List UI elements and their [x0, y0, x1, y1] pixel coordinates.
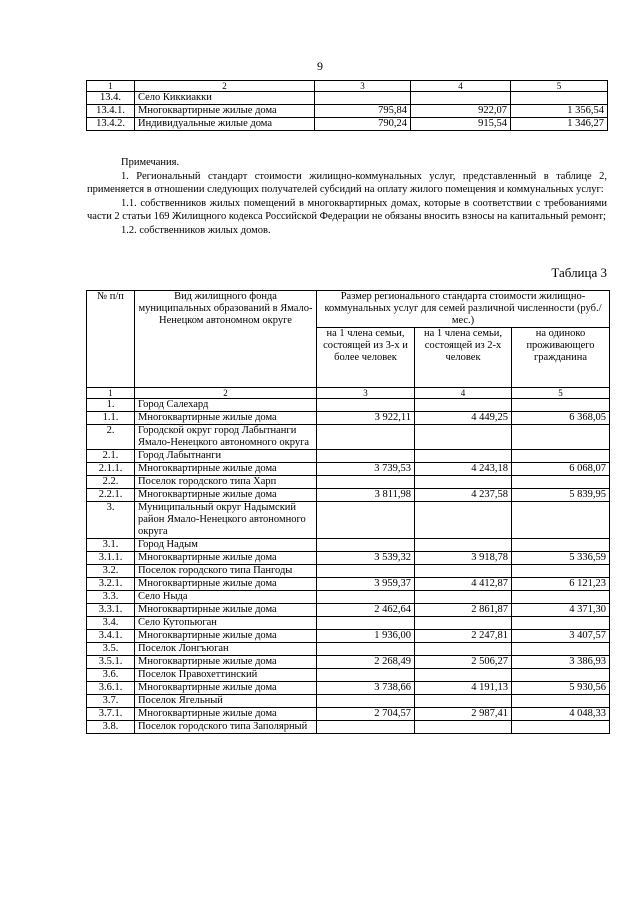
cell-col-2: Поселок Правохеттинский: [135, 669, 317, 682]
cell-col-3: 790,24: [315, 118, 411, 131]
cell-col-1: 3.4.: [87, 617, 135, 630]
cell-col-5: [512, 721, 610, 734]
cell-col-2: 2: [135, 388, 317, 399]
cell-col-2: Многоквартирные жилые дома: [135, 412, 317, 425]
table-row: [87, 502, 610, 539]
cell-col-1: 2.: [87, 425, 135, 450]
page-number: 9: [317, 59, 323, 73]
cell-col-1: 3.1.1.: [87, 552, 135, 565]
table-row: [87, 656, 610, 669]
cell-col-3: 3 811,98: [317, 489, 415, 502]
table-row: [87, 552, 610, 565]
notes: [87, 156, 607, 237]
cell-col-1: 2.2.: [87, 476, 135, 489]
table-row: [87, 425, 610, 450]
cell-col-3: 2 704,57: [317, 708, 415, 721]
cell-col-1: 3.6.: [87, 669, 135, 682]
cell-col-5: 3 386,93: [512, 656, 610, 669]
cell-col-4: 4 243,18: [415, 463, 512, 476]
header-number: № п/п: [87, 291, 135, 388]
table-row: [87, 399, 610, 412]
header-housing-type: Вид жилищного фонда муниципальных образований в Ямало-Ненецком автономном округе: [135, 291, 317, 388]
cell-col-1: 1.1.: [87, 412, 135, 425]
cell-col-1: 3.2.: [87, 565, 135, 578]
table-row: [87, 682, 610, 695]
cell-col-5: [512, 425, 610, 450]
cell-col-1: 1: [87, 81, 135, 92]
cell-col-3: 3 959,37: [317, 578, 415, 591]
cell-col-3: [315, 92, 411, 105]
cell-col-4: 4: [411, 81, 511, 92]
table-row: [87, 604, 610, 617]
table-row: [87, 578, 610, 591]
cell-col-1: 3.1.: [87, 539, 135, 552]
cell-col-4: [415, 450, 512, 463]
cell-col-1: 1.: [87, 399, 135, 412]
cell-col-2: Многоквартирные жилые дома: [135, 463, 317, 476]
cell-col-1: 2.1.: [87, 450, 135, 463]
cell-col-5: [512, 450, 610, 463]
cell-col-5: [512, 399, 610, 412]
cell-col-3: [317, 565, 415, 578]
cell-col-4: 3 918,78: [415, 552, 512, 565]
cell-col-3: [317, 617, 415, 630]
table-row: [87, 565, 610, 578]
cell-col-1: 3.2.1.: [87, 578, 135, 591]
cell-col-5: 6 068,07: [512, 463, 610, 476]
cell-col-5: 5 839,95: [512, 489, 610, 502]
cell-col-5: 4 371,30: [512, 604, 610, 617]
cell-col-2: 2: [135, 81, 315, 92]
cell-col-2: Муниципальный округ Надымский район Ямало-Ненецкого автономного округа: [135, 502, 317, 539]
cell-col-2: Многоквартирные жилые дома: [135, 578, 317, 591]
cell-col-2: Город Лабытнанги: [135, 450, 317, 463]
cell-col-4: 4: [415, 388, 512, 399]
cell-col-2: Многоквартирные жилые дома: [135, 656, 317, 669]
column-number-row: [87, 81, 608, 92]
cell-col-5: [512, 617, 610, 630]
cell-col-4: [415, 643, 512, 656]
cell-col-3: 3 922,11: [317, 412, 415, 425]
cell-col-3: [317, 476, 415, 489]
cell-col-1: 13.4.: [87, 92, 135, 105]
cell-col-4: 4 191,13: [415, 682, 512, 695]
cell-col-4: 922,07: [411, 105, 511, 118]
notes-title: Примечания.: [121, 157, 180, 168]
cell-col-5: 5 930,56: [512, 682, 610, 695]
note-1: 1. Региональный стандарт стоимости жилищно-коммунальных услуг, представленный в таблице 2, применяется в отношении следующих получателей субсидий на оплату жилого помещения и коммунальных услуг:: [87, 170, 607, 195]
cell-col-5: 5: [512, 388, 610, 399]
table-row: [87, 539, 610, 552]
cell-col-2: Город Салехард: [135, 399, 317, 412]
header-col-5: на одиноко проживающего гражданина: [512, 328, 610, 388]
cell-col-3: 3: [317, 388, 415, 399]
cell-col-4: 4 237,58: [415, 489, 512, 502]
cell-col-3: [317, 399, 415, 412]
header-col-4: на 1 члена семьи, состоящей из 2-х человек: [415, 328, 512, 388]
table-row: [87, 476, 610, 489]
cell-col-1: 3.8.: [87, 721, 135, 734]
header-standard-size: Размер регионального стандарта стоимости жилищно-коммунальных услуг для семей различной численности (руб./мес.): [317, 291, 610, 328]
cell-col-2: Городской округ город Лабытнанги Ямало-Ненецкого автономного округа: [135, 425, 317, 450]
cell-col-2: Многоквартирные жилые дома: [135, 489, 317, 502]
cell-col-1: 13.4.2.: [87, 118, 135, 131]
cell-col-2: Многоквартирные жилые дома: [135, 552, 317, 565]
cell-col-2: Многоквартирные жилые дома: [135, 604, 317, 617]
cell-col-4: 2 247,81: [415, 630, 512, 643]
cell-col-4: [415, 591, 512, 604]
cell-col-2: Многоквартирные жилые дома: [135, 708, 317, 721]
cell-col-4: [411, 92, 511, 105]
cell-col-1: 13.4.1.: [87, 105, 135, 118]
cell-col-3: 2 462,64: [317, 604, 415, 617]
cell-col-2: Город Надым: [135, 539, 317, 552]
table-row: [87, 450, 610, 463]
table-row: [87, 463, 610, 476]
table-row: [87, 643, 610, 656]
table-row: [87, 489, 610, 502]
cell-col-1: 3.3.1.: [87, 604, 135, 617]
cell-col-4: 2 987,41: [415, 708, 512, 721]
cell-col-3: 795,84: [315, 105, 411, 118]
cell-col-3: [317, 643, 415, 656]
cell-col-4: 2 506,27: [415, 656, 512, 669]
cell-col-3: 2 268,49: [317, 656, 415, 669]
cell-col-4: [415, 721, 512, 734]
cell-col-1: 3.: [87, 502, 135, 539]
table-row: [87, 412, 610, 425]
header-col-3: на 1 члена семьи, состоящей из 3-х и более человек: [317, 328, 415, 388]
table-row: [87, 617, 610, 630]
cell-col-3: 3: [315, 81, 411, 92]
cell-col-5: 5 336,59: [512, 552, 610, 565]
table-row: [87, 105, 608, 118]
cell-col-3: [317, 721, 415, 734]
cell-col-4: 915,54: [411, 118, 511, 131]
cell-col-2: Поселок городского типа Пангоды: [135, 565, 317, 578]
cell-col-2: Село Киккиакки: [135, 92, 315, 105]
cell-col-4: 2 861,87: [415, 604, 512, 617]
cell-col-3: 3 739,53: [317, 463, 415, 476]
cell-col-1: 1: [87, 388, 135, 399]
note-1-2: 1.2. собственников жилых домов.: [121, 224, 271, 236]
cell-col-5: 5: [511, 81, 608, 92]
cell-col-5: [512, 643, 610, 656]
cell-col-5: [512, 476, 610, 489]
cell-col-5: 1 356,54: [511, 105, 608, 118]
cell-col-2: Село Ныда: [135, 591, 317, 604]
table-row: [87, 118, 608, 131]
cell-col-5: 6 121,23: [512, 578, 610, 591]
cell-col-1: 2.1.1.: [87, 463, 135, 476]
cell-col-5: 1 346,27: [511, 118, 608, 131]
cell-col-3: 1 936,00: [317, 630, 415, 643]
cell-col-4: 4 412,87: [415, 578, 512, 591]
cell-col-1: 2.2.1.: [87, 489, 135, 502]
cell-col-2: Индивидуальные жилые дома: [135, 118, 315, 131]
cell-col-3: [317, 669, 415, 682]
cell-col-4: [415, 502, 512, 539]
cell-col-3: [317, 695, 415, 708]
cell-col-2: Поселок Ягельный: [135, 695, 317, 708]
cell-col-5: [512, 669, 610, 682]
cell-col-1: 3.5.1.: [87, 656, 135, 669]
note-1-1: 1.1. собственников жилых помещений в многоквартирных домах, которые в соответствии с требованиями части 2 статьи 169 Жилищного кодекса Российской Федерации не обязаны вносить взносы на капитальный ремонт;: [87, 197, 607, 222]
cell-col-5: [512, 591, 610, 604]
cell-col-3: [317, 450, 415, 463]
cell-col-2: Многоквартирные жилые дома: [135, 630, 317, 643]
cell-col-5: [512, 502, 610, 539]
cell-col-3: [317, 502, 415, 539]
table-caption: Таблица 3: [551, 265, 607, 280]
cell-col-3: [317, 591, 415, 604]
cell-col-2: Поселок городского типа Харп: [135, 476, 317, 489]
cell-col-5: 4 048,33: [512, 708, 610, 721]
cell-col-5: 6 368,05: [512, 412, 610, 425]
cell-col-5: [511, 92, 608, 105]
cell-col-4: [415, 669, 512, 682]
cell-col-3: 3 738,66: [317, 682, 415, 695]
cell-col-5: [512, 565, 610, 578]
cell-col-5: [512, 695, 610, 708]
cell-col-4: [415, 617, 512, 630]
cell-col-4: [415, 565, 512, 578]
cell-col-2: Многоквартирные жилые дома: [135, 682, 317, 695]
column-number-row: [87, 388, 610, 399]
cell-col-3: [317, 539, 415, 552]
cell-col-3: [317, 425, 415, 450]
cell-col-1: 3.7.: [87, 695, 135, 708]
cell-col-1: 3.3.: [87, 591, 135, 604]
cell-col-1: 3.4.1.: [87, 630, 135, 643]
cell-col-4: 4 449,25: [415, 412, 512, 425]
cell-col-1: 3.6.1.: [87, 682, 135, 695]
cell-col-2: Село Кутопьюган: [135, 617, 317, 630]
cell-col-2: Многоквартирные жилые дома: [135, 105, 315, 118]
cell-col-5: [512, 539, 610, 552]
table-row: [87, 630, 610, 643]
table-row: [87, 669, 610, 682]
cell-col-4: [415, 695, 512, 708]
cell-col-1: 3.7.1.: [87, 708, 135, 721]
cell-col-2: Поселок городского типа Заполярный: [135, 721, 317, 734]
table-row: [87, 591, 610, 604]
cell-col-4: [415, 425, 512, 450]
cell-col-2: Поселок Лонгъюган: [135, 643, 317, 656]
table-3: [86, 290, 610, 734]
cell-col-1: 3.5.: [87, 643, 135, 656]
table-row: [87, 695, 610, 708]
continued-table: [86, 80, 608, 131]
cell-col-3: 3 539,32: [317, 552, 415, 565]
table-row: [87, 721, 610, 734]
cell-col-5: 3 407,57: [512, 630, 610, 643]
table-row: [87, 708, 610, 721]
cell-col-4: [415, 539, 512, 552]
table-row: [87, 92, 608, 105]
cell-col-4: [415, 476, 512, 489]
cell-col-4: [415, 399, 512, 412]
